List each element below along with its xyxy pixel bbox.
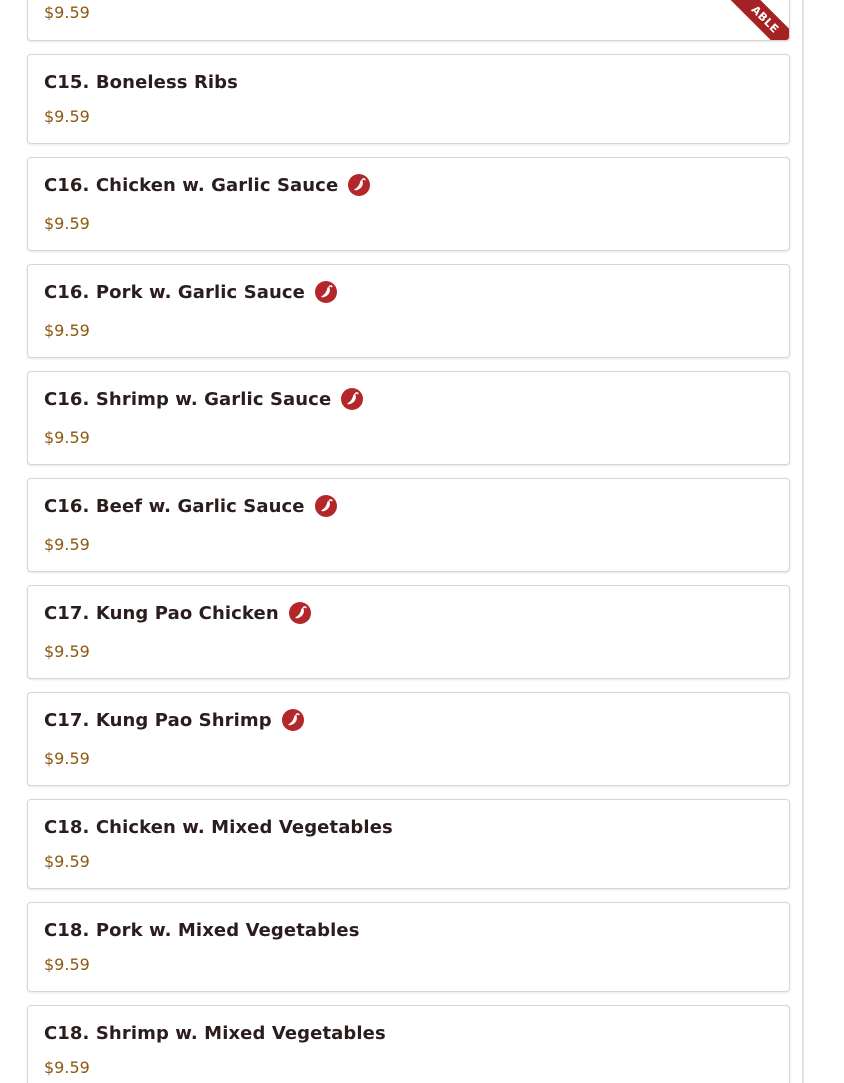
item-name: C16. Shrimp w. Garlic Sauce xyxy=(44,388,332,410)
item-price: $9.59 xyxy=(44,321,90,340)
spicy-pepper-icon xyxy=(288,601,312,625)
menu-item-card[interactable] xyxy=(27,264,790,358)
menu-item-card[interactable] xyxy=(27,54,790,144)
menu-item-card-partial[interactable] xyxy=(27,0,790,41)
menu-item-card[interactable] xyxy=(27,371,790,465)
item-price: $9.59 xyxy=(44,642,90,661)
menu-item-card[interactable] xyxy=(27,799,790,889)
spicy-pepper-icon xyxy=(281,708,305,732)
menu-item-card[interactable] xyxy=(27,692,790,786)
unavailable-ribbon xyxy=(709,0,789,41)
column-divider xyxy=(802,0,804,1083)
menu-item-card[interactable] xyxy=(27,902,790,992)
item-name: C16. Beef w. Garlic Sauce xyxy=(44,495,305,517)
item-name: C16. Pork w. Garlic Sauce xyxy=(44,281,305,303)
item-name: C18. Shrimp w. Mixed Vegetables xyxy=(44,1022,386,1044)
item-name: C17. Kung Pao Shrimp xyxy=(44,709,272,731)
spicy-pepper-icon xyxy=(314,280,338,304)
item-name: C17. Kung Pao Chicken xyxy=(44,602,279,624)
item-price: $9.59 xyxy=(44,214,90,233)
item-name: C18. Chicken w. Mixed Vegetables xyxy=(44,816,393,838)
item-name: C16. Chicken w. Garlic Sauce xyxy=(44,174,339,196)
item-price: $9.59 xyxy=(44,955,90,974)
menu-item-card[interactable] xyxy=(27,478,790,572)
item-name: C15. Boneless Ribs xyxy=(44,71,238,93)
menu-item-card[interactable] xyxy=(27,585,790,679)
item-price: $9.59 xyxy=(44,3,90,22)
item-price: $9.59 xyxy=(44,1058,90,1077)
spicy-pepper-icon xyxy=(347,173,371,197)
item-price: $9.59 xyxy=(44,852,90,871)
item-price: $9.59 xyxy=(44,749,90,768)
menu-item-card[interactable] xyxy=(27,1005,790,1083)
spicy-pepper-icon xyxy=(340,387,364,411)
item-price: $9.59 xyxy=(44,107,90,126)
item-price: $9.59 xyxy=(44,535,90,554)
item-price: $9.59 xyxy=(44,428,90,447)
menu-item-card[interactable] xyxy=(27,157,790,251)
ribbon-label: ABLE xyxy=(715,0,789,41)
spicy-pepper-icon xyxy=(314,494,338,518)
item-name: C18. Pork w. Mixed Vegetables xyxy=(44,919,360,941)
